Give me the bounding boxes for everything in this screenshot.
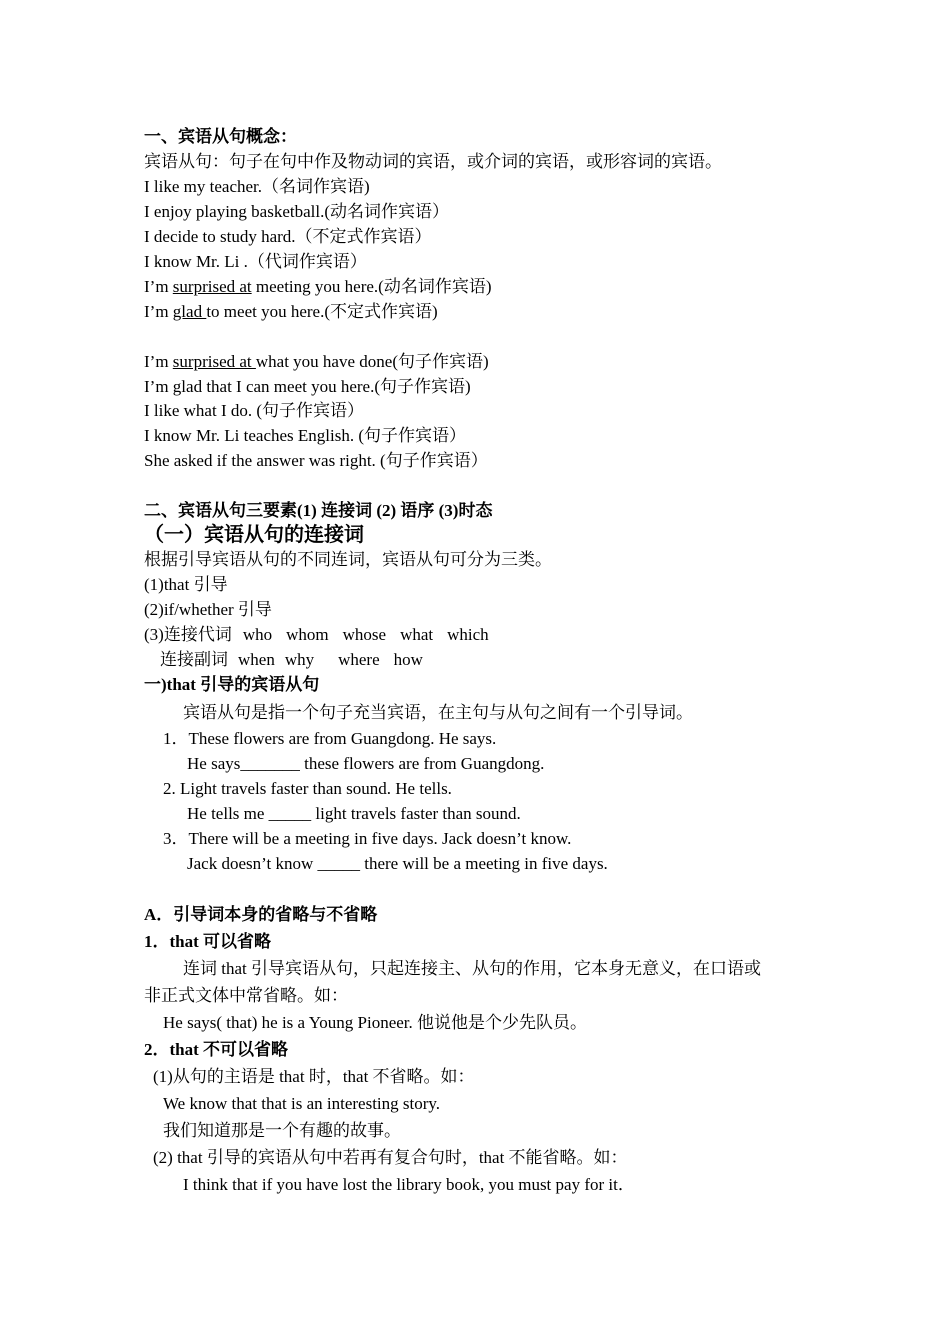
section3-heading: 一)that 引导的宾语从句 [144,675,320,694]
example-text: I’m [144,352,173,371]
connective-word: whom [286,625,329,644]
paragraph-line: 连词 that 引导宾语从句，只起连接主、从句的作用，它本身无意义，在口语或 [183,959,761,978]
connective-word: when [238,650,275,669]
connective-word: which [447,625,489,644]
exercise-line: 3．There will be a meeting in five days. Jack doesn’t know. [163,829,572,848]
example-line [144,277,491,297]
example-line: She asked if the answer was right. (句子作宾语） [144,451,488,470]
example-text: meeting you here.(动名词作宾语) [251,277,492,296]
exercise-line: 2. Light travels faster than sound. He tells. [163,779,452,798]
example-text: I’m [144,277,173,296]
intro-line: 宾语从句是指一个句子充当宾语，在主句与从句之间有一个引导词。 [183,703,693,722]
connective-word: what [400,625,434,644]
example-line [144,302,438,322]
rule-line: (1)从句的主语是 that 时，that 不省略。如： [153,1067,475,1086]
underlined-phrase: surprised at [172,352,256,371]
type-line-adverbs [160,650,423,670]
section1-heading: 一、宾语从句概念： [144,127,297,146]
connective-word: why [284,650,315,669]
type-label: 连接副词 [160,650,228,669]
type-line: (1)that 引导 [144,575,228,594]
sectionA-heading: A．引导词本身的省略与不省略 [144,905,378,924]
connective-word: who [242,625,273,644]
type-label: (3)连接代词 [144,625,232,644]
connective-word: where [338,650,380,669]
example-text: what you have done(句子作宾语) [255,352,489,371]
example-text: to meet you here.(不定式作宾语) [206,302,438,321]
translation-line: 我们知道那是一个有趣的故事。 [163,1121,401,1140]
example-line: I like my teacher.（名词作宾语) [144,177,370,196]
exercise-answer-line: He says_______ these flowers are from Guangdong. [187,754,545,773]
intro-line: 根据引导宾语从句的不同连词，宾语从句可分为三类。 [144,550,552,569]
exercise-answer-line: He tells me _____ light travels faster than sound. [187,804,521,823]
type-line-pronouns [144,625,489,645]
subheading: 2．that 不可以省略 [144,1040,289,1059]
exercise-answer-line: Jack doesn’t know _____ there will be a meeting in five days. [187,854,608,873]
rule-line: (2) that 引导的宾语从句中若再有复合句时，that 不能省略。如： [153,1148,628,1167]
section2-subheading: （一）宾语从句的连接词 [144,524,364,546]
underlined-phrase: glad [172,302,207,321]
example-line: I’m glad that I can meet you here.(句子作宾语) [144,377,471,396]
example-line: I like what I do. (句子作宾语） [144,401,365,420]
connective-word: how [393,650,423,669]
definition-line: 宾语从句：句子在句中作及物动词的宾语，或介词的宾语，或形容词的宾语。 [144,152,722,171]
example-line: I know Mr. Li .（代词作宾语） [144,252,367,271]
example-line: I enjoy playing basketball.(动名词作宾语） [144,202,450,221]
section2-heading: 二、宾语从句三要素(1) 连接词 (2) 语序 (3)时态 [144,501,493,520]
connective-word: whose [342,625,387,644]
example-line [144,352,489,372]
subheading: 1．that 可以省略 [144,932,272,951]
example-line: We know that that is an interesting story. [163,1094,441,1113]
example-line: He says( that) he is a Young Pioneer. 他说他是个少先队员。 [163,1013,588,1032]
example-line: I decide to study hard.（不定式作宾语） [144,227,432,246]
paragraph-line: 非正式文体中常省略。如： [144,986,348,1005]
exercise-line: 1．These flowers are from Guangdong. He says. [163,729,497,748]
type-line: (2)if/whether 引导 [144,600,272,619]
example-text: I’m [144,302,173,321]
underlined-phrase: surprised at [172,277,252,296]
example-line: I know Mr. Li teaches English. (句子作宾语） [144,426,467,445]
example-line: I think that if you have lost the library book, you must pay for it． [183,1175,635,1194]
